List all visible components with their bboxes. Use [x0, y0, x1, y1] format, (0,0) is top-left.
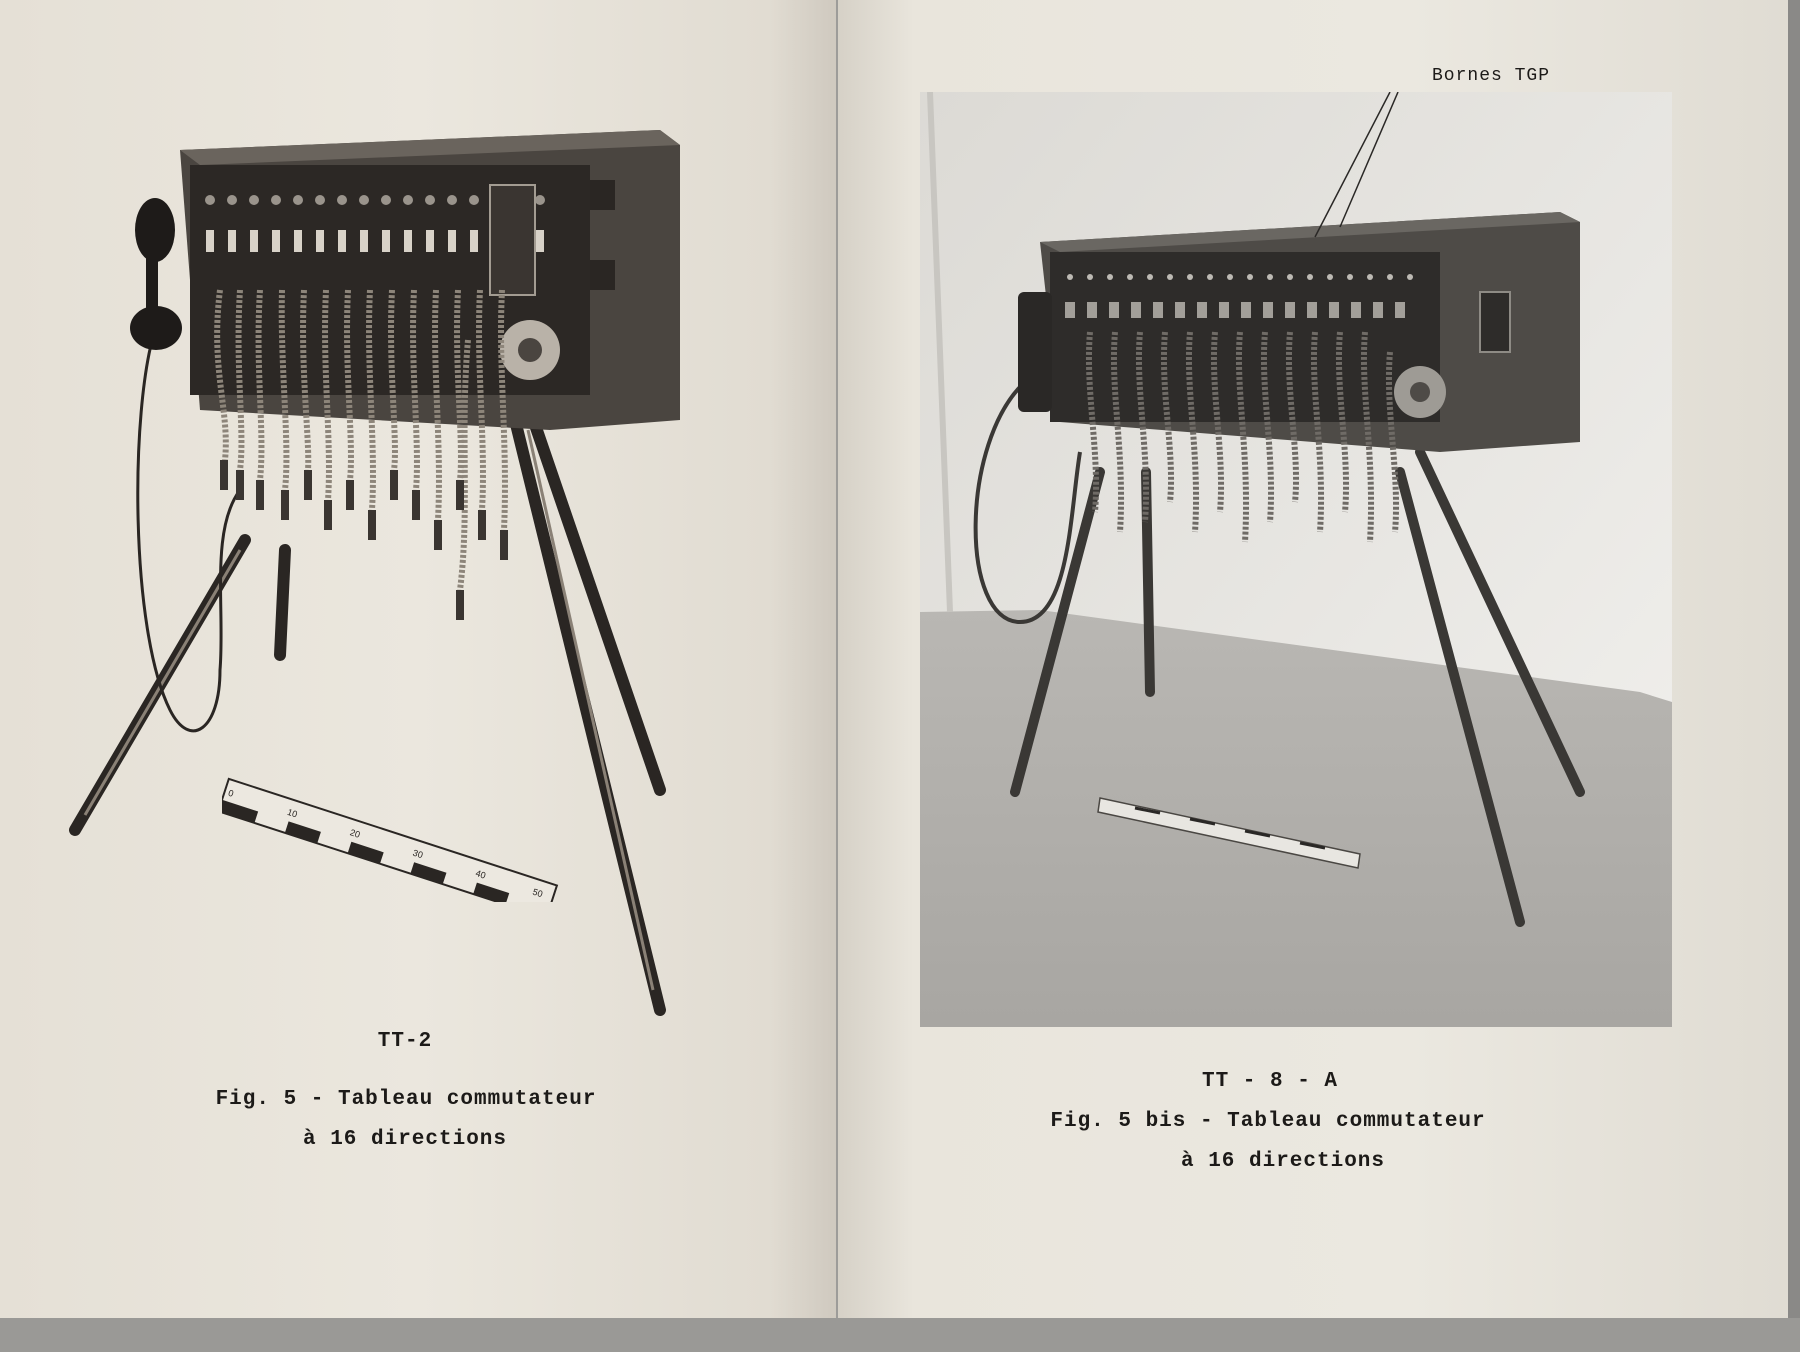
ruler-tick-40: 40	[474, 868, 487, 881]
scale-ruler-icon	[222, 772, 574, 902]
right-figure-subtitle: à 16 directions	[1180, 1150, 1386, 1173]
right-model-label: TT - 8 - A	[1201, 1070, 1339, 1093]
switchboard-photo-icon	[920, 92, 1672, 1027]
left-figure-title: Fig. 5 - Tableau commutateur	[215, 1088, 597, 1111]
left-model-label: TT-2	[377, 1030, 433, 1053]
left-figure-subtitle: à 16 directions	[302, 1128, 508, 1151]
ruler-tick-20: 20	[348, 827, 362, 840]
right-page	[838, 0, 1788, 1318]
ruler-tick-10: 10	[286, 806, 299, 820]
right-figure-title: Fig. 5 bis - Tableau commutateur	[1050, 1110, 1486, 1133]
right-callout-label: Bornes TGP	[1431, 66, 1551, 86]
ruler-tick-50: 50	[531, 886, 545, 900]
ruler-tick-30: 30	[411, 847, 425, 861]
ruler-tick-0: 0	[227, 787, 235, 799]
left-page	[0, 0, 836, 1318]
